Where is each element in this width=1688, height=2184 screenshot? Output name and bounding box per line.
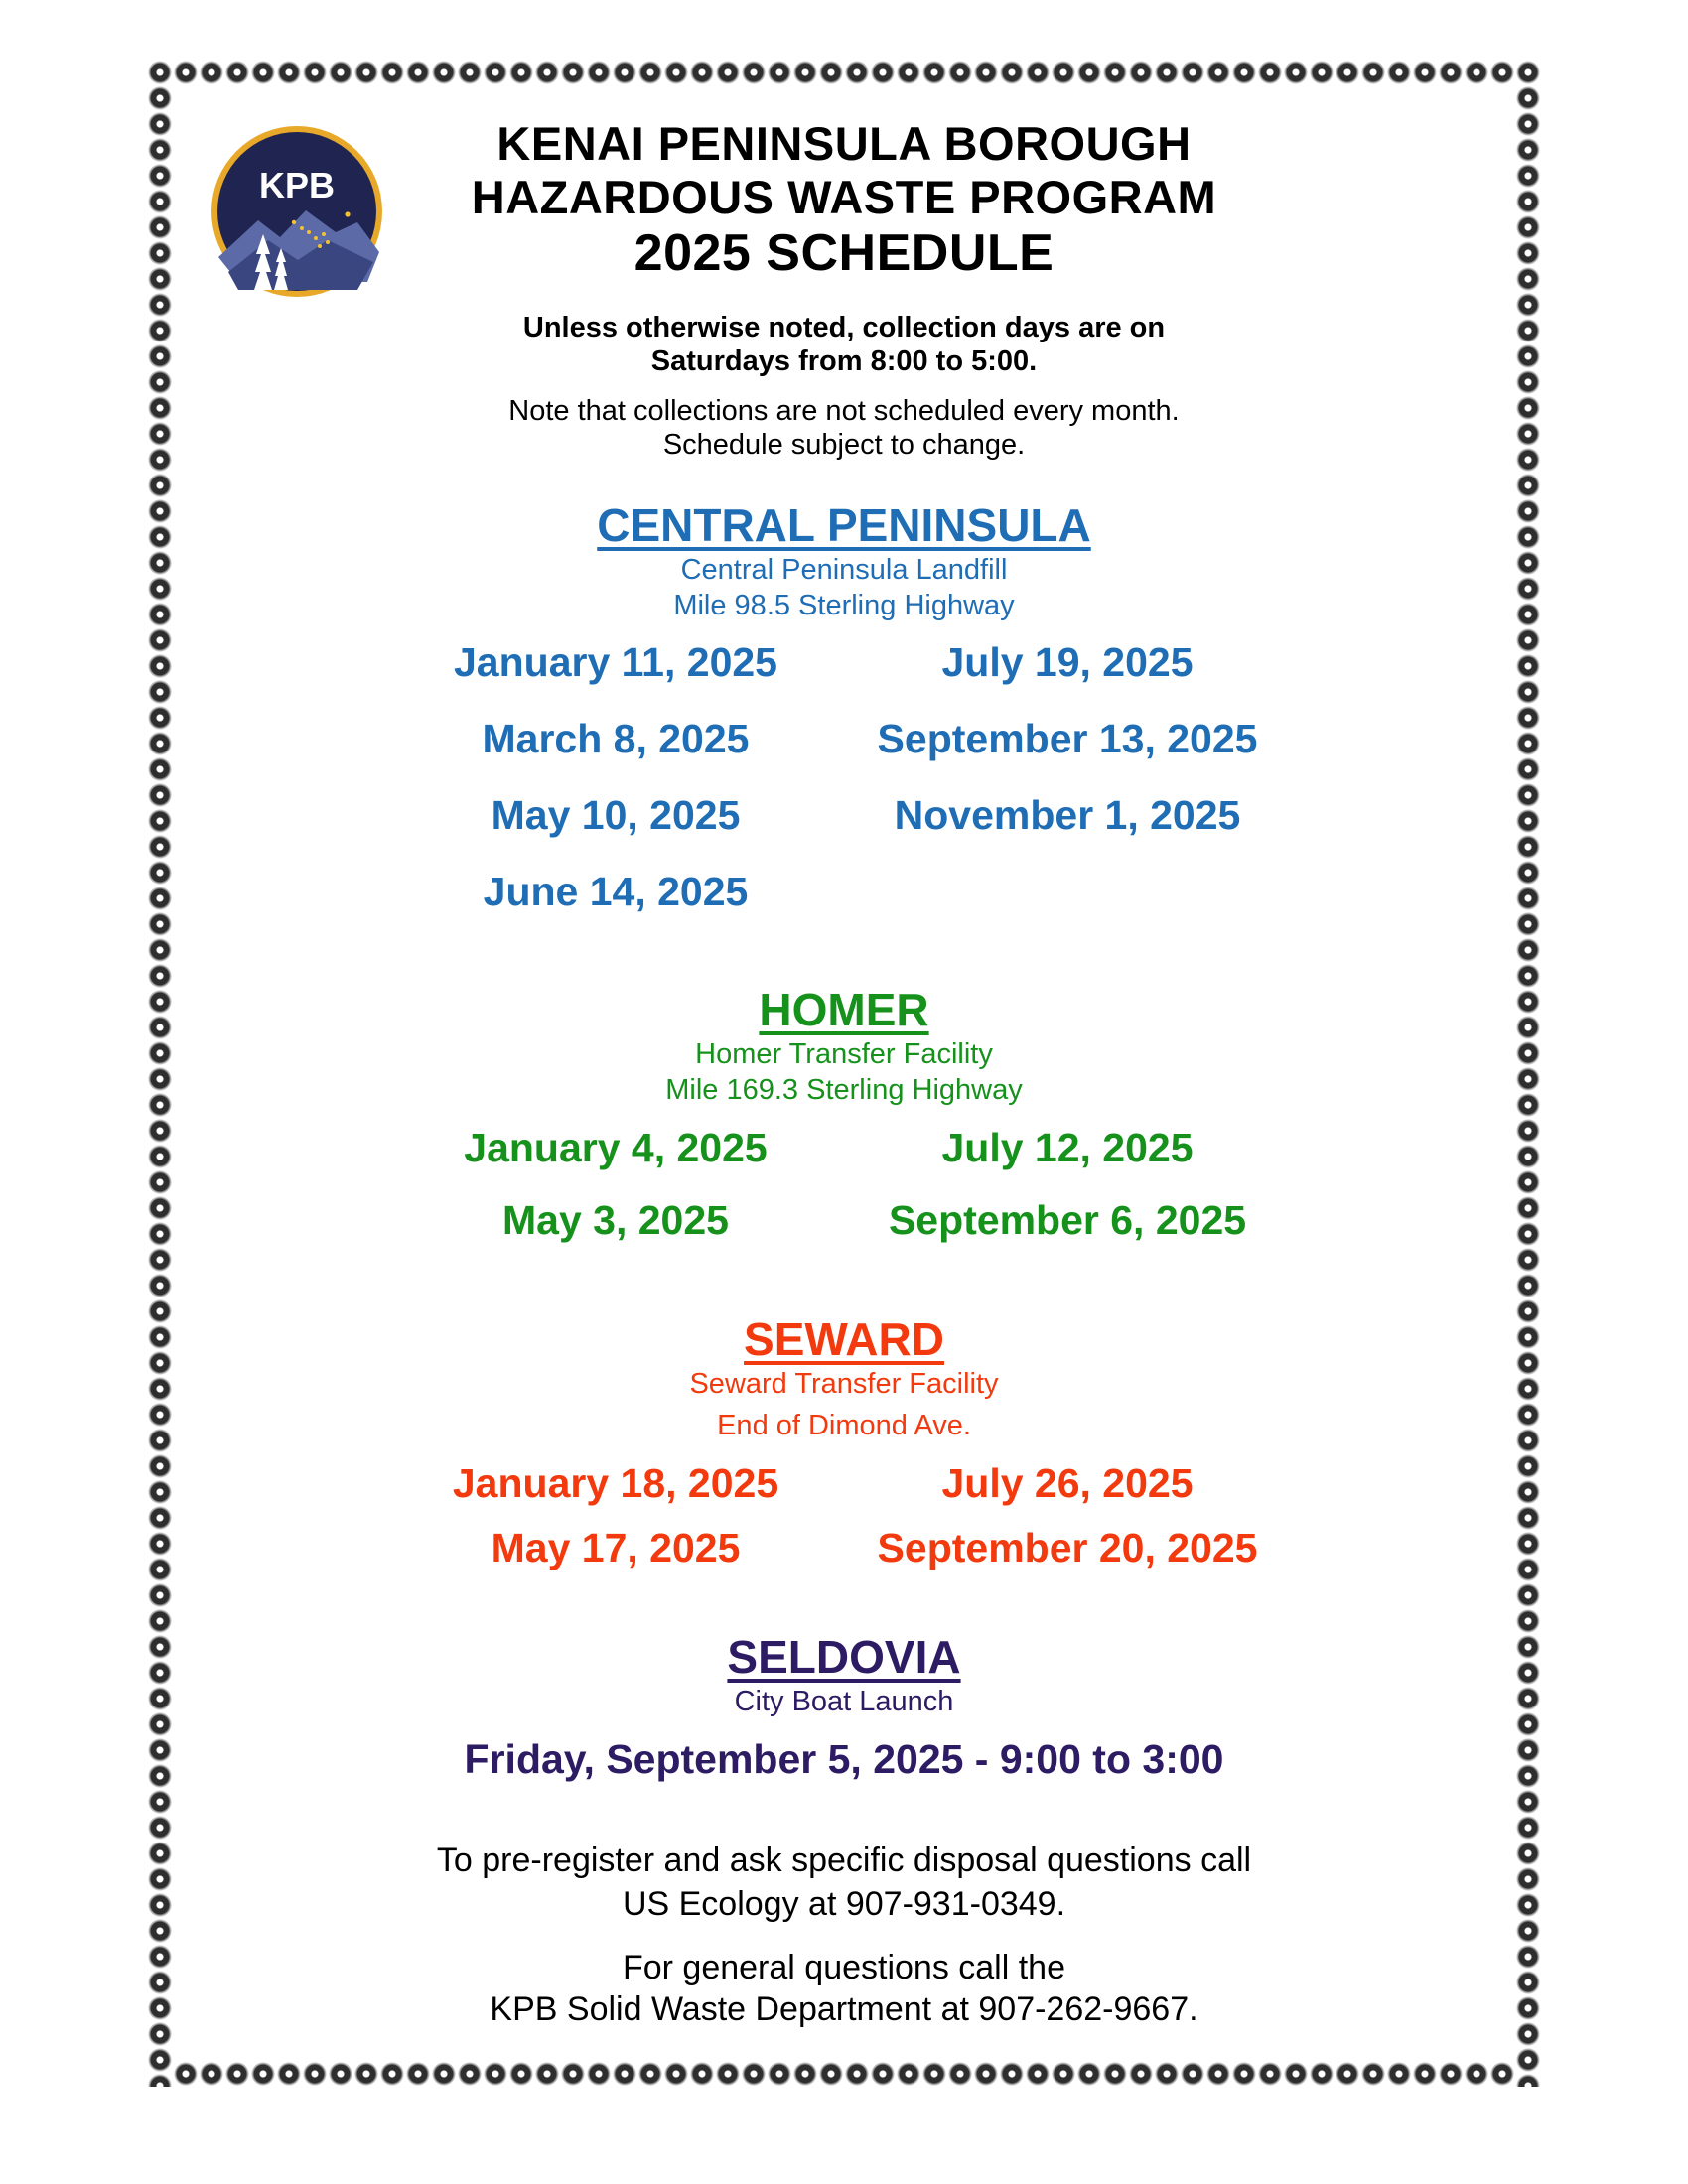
footer-line-4: KPB Solid Waste Department at 907-262-9667. [490, 1990, 1198, 2028]
homer-location: Homer Transfer Facility [695, 1038, 993, 1070]
seward-date: July 26, 2025 [941, 1460, 1194, 1506]
seldovia-location: City Boat Launch [734, 1686, 954, 1717]
logo-text: KPB [258, 165, 336, 205]
intro-line-1: Unless otherwise noted, collection days are on [522, 312, 1166, 343]
central-date: June 14, 2025 [483, 869, 749, 914]
central-date: May 10, 2025 [491, 792, 741, 838]
central-location: Central Peninsula Landfill [680, 554, 1008, 586]
central-date: November 1, 2025 [894, 792, 1241, 838]
central-date: September 13, 2025 [877, 716, 1258, 761]
seward-date: September 20, 2025 [877, 1525, 1258, 1570]
title-line-3: 2025 SCHEDULE [633, 224, 1055, 282]
seward-address: End of Dimond Ave. [717, 1410, 971, 1441]
seward-location: Seward Transfer Facility [689, 1368, 999, 1400]
intro-line-2: Saturdays from 8:00 to 5:00. [650, 345, 1038, 377]
homer-date: January 4, 2025 [464, 1125, 768, 1170]
central-date: July 19, 2025 [941, 639, 1194, 685]
note-line-1: Note that collections are not scheduled every month. [508, 395, 1180, 427]
homer-section-title: HOMER [759, 984, 929, 1035]
homer-date: May 3, 2025 [502, 1197, 729, 1243]
central-date: March 8, 2025 [482, 716, 750, 761]
title-line-2: HAZARDOUS WASTE PROGRAM [471, 171, 1217, 223]
seldovia-date: Friday, September 5, 2025 - 9:00 to 3:00 [464, 1736, 1224, 1782]
title-line-1: KENAI PENINSULA BOROUGH [496, 117, 1192, 170]
note-line-2: Schedule subject to change. [662, 429, 1026, 461]
decorative-border-top [147, 60, 1541, 85]
footer-line-1: To pre-register and ask specific disposal questions call [436, 1842, 1252, 1879]
central-section-title: CENTRAL PENINSULA [597, 499, 1091, 551]
central-date: January 11, 2025 [454, 639, 777, 685]
seldovia-section-title: SELDOVIA [727, 1631, 961, 1683]
homer-date: September 6, 2025 [888, 1197, 1247, 1243]
homer-address: Mile 169.3 Sterling Highway [665, 1074, 1023, 1106]
seward-date: January 18, 2025 [452, 1460, 779, 1506]
seward-section-title: SEWARD [744, 1313, 944, 1365]
seward-date: May 17, 2025 [491, 1525, 741, 1570]
decorative-border-bottom [147, 2061, 1541, 2087]
footer-line-2: US Ecology at 907-931-0349. [622, 1885, 1066, 1923]
homer-date: July 12, 2025 [941, 1125, 1194, 1170]
footer-line-3: For general questions call the [622, 1949, 1066, 1986]
central-address: Mile 98.5 Sterling Highway [673, 590, 1015, 621]
